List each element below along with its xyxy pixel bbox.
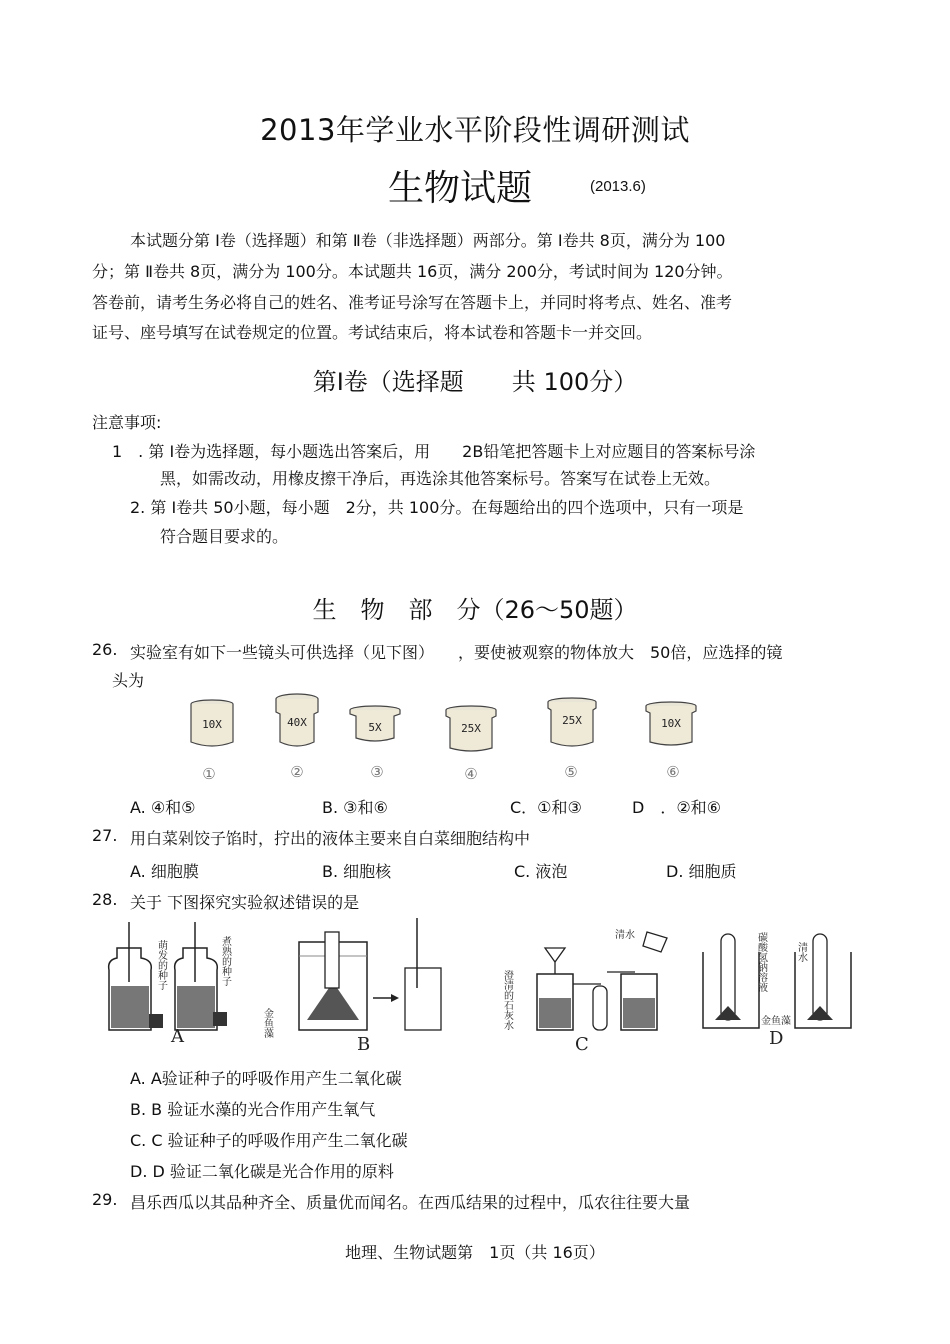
q26-option-a: A. ④和⑤ [130, 798, 196, 817]
lens-1-number: ① [202, 765, 216, 783]
note-2b: 符合题目要求的。 [160, 527, 289, 546]
fig-a-letter: A [171, 1026, 184, 1047]
exam-title: 2013年学业水平阶段性调研测试 [260, 113, 690, 147]
q27-option-c: C. 液泡 [514, 862, 568, 881]
intro-line-4: 证号、座号填写在试卷规定的位置。考试结束后，将本试卷和答题卡一并交回。 [92, 323, 653, 342]
figure-b [262, 918, 442, 1052]
figure-c [502, 928, 668, 1052]
q26-option-c: C．①和③ [510, 798, 582, 817]
lens-3-mag: 5X [368, 721, 382, 734]
lens-6-number: ⑥ [666, 763, 680, 781]
q27-option-d: D. 细胞质 [666, 862, 737, 881]
q26-text-b: 头为 [112, 671, 145, 690]
fig-b-label: 金鱼藻 [261, 1008, 273, 1038]
fig-b-letter: B [357, 1034, 371, 1052]
figure-d [703, 931, 851, 1049]
figure-a [109, 922, 232, 1047]
fig-c-letter: C [575, 1034, 589, 1052]
note-1a: 1 . 第 Ⅰ卷为选择题，每小题选出答案后，用 2B铅笔把答题卡上对应题目的答案标号涂 [112, 442, 756, 461]
note-2a: 2. 第 Ⅰ卷共 50小题，每小题 2分，共 100分。在每题给出的四个选项中，只有一项是 [130, 498, 744, 517]
q26-option-b: B. ③和⑥ [322, 798, 388, 817]
fig-c-label-2: 澄清的石灰水 [501, 970, 513, 1030]
lens-5-number: ⑤ [564, 763, 578, 781]
q29-text: 昌乐西瓜以其品种齐全、质量优而闻名。在西瓜结果的过程中，瓜农往往要大量 [130, 1193, 691, 1212]
q28-option-c: C. C 验证种子的呼吸作用产生二氧化碳 [130, 1131, 408, 1150]
lens-3-number: ③ [370, 763, 384, 781]
lens-6-mag: 10X [661, 717, 681, 730]
exam-date: (2013.6) [590, 178, 646, 195]
lens-2-number: ② [290, 763, 304, 781]
fig-c-label-1: 清水 [615, 930, 635, 941]
lens-2-mag: 40X [287, 716, 307, 729]
lens-5-mag: 25X [562, 714, 582, 727]
subject-title: 生物试题 [388, 168, 533, 209]
page-footer: 地理、生物试题第 1页（共 16页） [345, 1243, 605, 1262]
q27-number: 27. [92, 826, 118, 845]
lens-4 [444, 704, 498, 756]
intro-line-2: 分；第 Ⅱ卷共 8页，满分为 100分。本试题共 16页，满分 200分，考试时间为 120分钟。 [92, 262, 733, 281]
section-title: 生 物 部 分（26～50题） [312, 596, 638, 624]
lens-1-mag: 10X [202, 718, 222, 731]
q26-text-a: 实验室有如下一些镜头可供选择（见下图） ，要使被观察的物体放大 50倍，应选择的镜 [130, 643, 783, 662]
part1-title: 第Ⅰ卷（选择题 共 100分） [312, 368, 638, 396]
lens-4-mag: 25X [461, 722, 481, 735]
fig-d-label-1: 碳酸氢钠溶液 [755, 932, 767, 992]
lens-3 [348, 704, 402, 746]
q28-number: 28. [92, 890, 118, 909]
note-1b: 黑，如需改动，用橡皮擦干净后，再选涂其他答案标号。答案写在试卷上无效。 [160, 469, 721, 488]
notes-label: 注意事项: [92, 413, 162, 432]
lens-2 [274, 692, 320, 754]
fig-a-label-2: 煮熟的种子 [219, 936, 231, 986]
lens-1 [188, 698, 236, 752]
intro-line-1: 本试题分第 Ⅰ卷（选择题）和第 Ⅱ卷（非选择题）两部分。第 Ⅰ卷共 8页，满分为 100 [130, 231, 726, 250]
q28-text: 关于 下图探究实验叙述错误的是 [130, 893, 360, 912]
lens-6 [644, 700, 698, 750]
q28-option-d: D. D 验证二氧化碳是光合作用的原料 [130, 1162, 394, 1181]
q27-option-b: B. 细胞核 [322, 862, 392, 881]
q27-text: 用白菜剁饺子馅时，拧出的液体主要来自白菜细胞结构中 [130, 829, 531, 848]
q28-experiment-figure [95, 912, 855, 1052]
intro-line-3: 答卷前，请考生务必将自己的姓名、准考证号涂写在答题卡上，并同时将考点、姓名、准考 [92, 293, 733, 312]
q29-number: 29. [92, 1190, 118, 1209]
q28-option-a: A. A验证种子的呼吸作用产生二氧化碳 [130, 1069, 402, 1088]
lens-4-number: ④ [464, 765, 478, 783]
q27-option-a: A. 细胞膜 [130, 862, 199, 881]
fig-d-label-2: 清水 [795, 942, 807, 962]
lens-figure [182, 690, 722, 790]
fig-d-letter: D [769, 1028, 784, 1049]
fig-d-label-3: 金鱼藻 [761, 1016, 791, 1027]
q26-number: 26. [92, 640, 118, 659]
q28-option-b: B. B 验证水藻的光合作用产生氧气 [130, 1100, 376, 1119]
q26-option-d: D ．②和⑥ [632, 798, 722, 817]
fig-a-label-1: 萌发的种子 [155, 940, 167, 990]
lens-5 [546, 696, 598, 752]
